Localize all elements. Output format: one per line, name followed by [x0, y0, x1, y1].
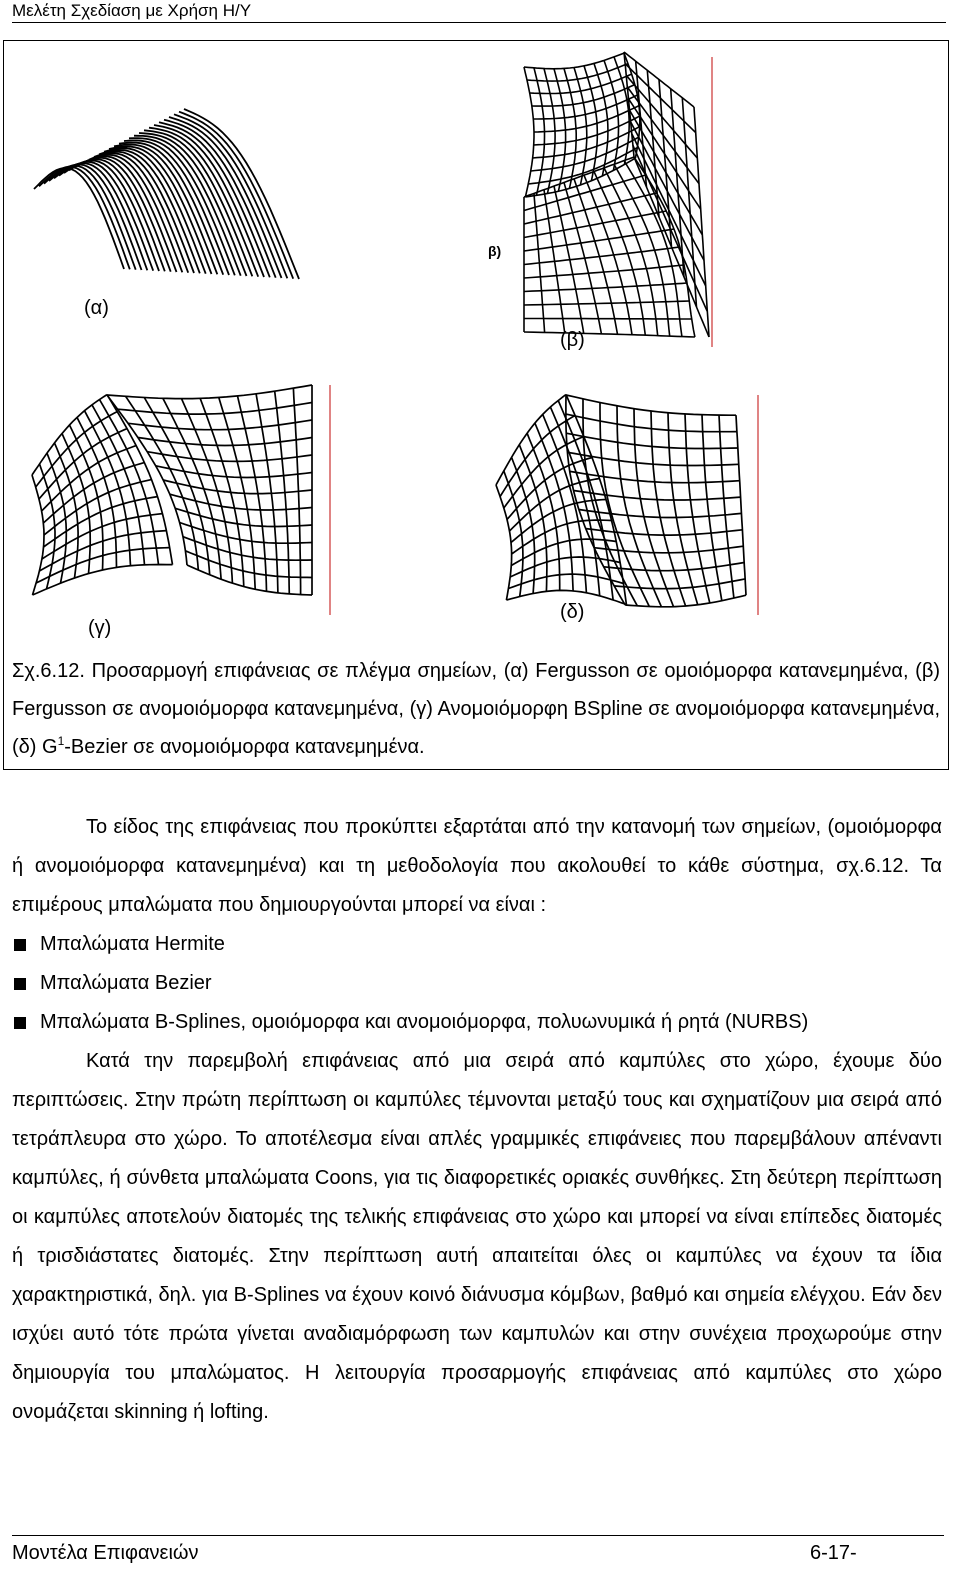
label-b: (β) — [560, 329, 585, 351]
body-text — [12, 808, 942, 1432]
surface-b — [484, 47, 734, 347]
header-title: Μελέτη Σχεδίαση με Χρήση Η/Υ — [12, 1, 252, 20]
figure-caption — [12, 652, 940, 766]
caption-text: Σχ.6.12. Προσαρμογή επιφάνειας σε πλέγμα σημείων, (α) Fergusson σε ομοιόμορφα κατανεμημένα, (β) Fergusson σε ανομοιόμορφα κατανεμημένα, (γ) Ανομοιόμορφη BSpline σε ανομοιόμορφα κατανεμημένα, (δ) G — [12, 660, 940, 758]
surface-b-drawing — [484, 47, 734, 347]
paragraph-1: Το είδος της επιφάνειας που προκύπτει εξαρτάται από την κατανομή των σημείων, (ομοιόμορφα ή ανομοιόμορφα κατανεμημένα) και τη μεθοδολογία που ακολουθεί το κάθε σύστημα, σχ.6.12. Τα επιμέρους μπαλώματα που δημιουργούνται μπορεί να είναι : — [12, 816, 942, 916]
list-item: Μπαλώματα B-Splines, ομοιόμορφα και ανομοιόμορφα, πολυωνυμικά ή ρητά (NURBS) — [12, 1003, 942, 1042]
surface-c-drawing — [12, 365, 342, 625]
label-b-inner: β) — [488, 243, 502, 259]
surface-d — [486, 375, 766, 615]
surface-d-drawing — [486, 375, 766, 615]
caption-text-end: -Bezier σε ανομοιόμορφα κατανεμημένα. — [64, 736, 425, 758]
page-header — [12, 0, 946, 23]
surface-a-drawing — [14, 49, 334, 289]
label-d: (δ) — [560, 601, 585, 623]
patch-type-list — [12, 925, 942, 1042]
list-item: Μπαλώματα Hermite — [12, 925, 942, 964]
footer-chapter-title: Μοντέλα Επιφανειών — [12, 1542, 199, 1564]
paragraph-2: Κατά την παρεμβολή επιφάνειας από μια σειρά από καμπύλες στο χώρο, έχουμε δύο περιπτώσεις. Στην πρώτη περίπτωση οι καμπύλες τέμνονται μεταξύ τους και σχηματίζουν μια σειρά από τετράπλευρα στο χώρο. Το αποτέλεσμα είναι απλές γραμμικές επιφάνειες που παρεμβάλουν απέναντι καμπύλες, ή σύνθετα μπαλώματα Coons, για τις διαφορετικές οριακές συνθήκες. Στη δεύτερη περίπτωση οι καμπύλες αποτελούν διατομές της τελικής επιφάνειας στο χώρο και μπορεί να είναι επίπεδες διατομές ή τρισδιάστατες διατομές. Στην περίπτωση αυτή απαιτείται όλες οι καμπύλες να έχουν τα ίδια χαρακτηριστικά, δηλ. για B-Splines να έχουν κοινό διάνυσμα κόμβων, βαθμό και σημεία ελέγχου. Εάν δεν ισχύει αυτό τότε πρώτα γίνεται αναδιαμόρφωση των καμπυλών και στην συνέχεια προχωρούμε στην δημιουργία του μπαλώματος. Η λειτουργία προσαρμογής επιφάνειας από καμπύλες στο χώρο ονομάζεται skinning ή lofting. — [12, 1050, 942, 1423]
label-c: (γ) — [88, 617, 112, 639]
label-a: (α) — [84, 297, 109, 319]
square-bullet-icon — [14, 978, 26, 990]
square-bullet-icon — [14, 1017, 26, 1029]
page-number: 6-17- — [810, 1542, 857, 1564]
list-item: Μπαλώματα Bezier — [12, 964, 942, 1003]
square-bullet-icon — [14, 939, 26, 951]
surface-c — [12, 365, 342, 625]
caption-superscript: 1 — [57, 734, 65, 748]
page-footer — [12, 1535, 944, 1570]
surface-a — [14, 49, 334, 289]
